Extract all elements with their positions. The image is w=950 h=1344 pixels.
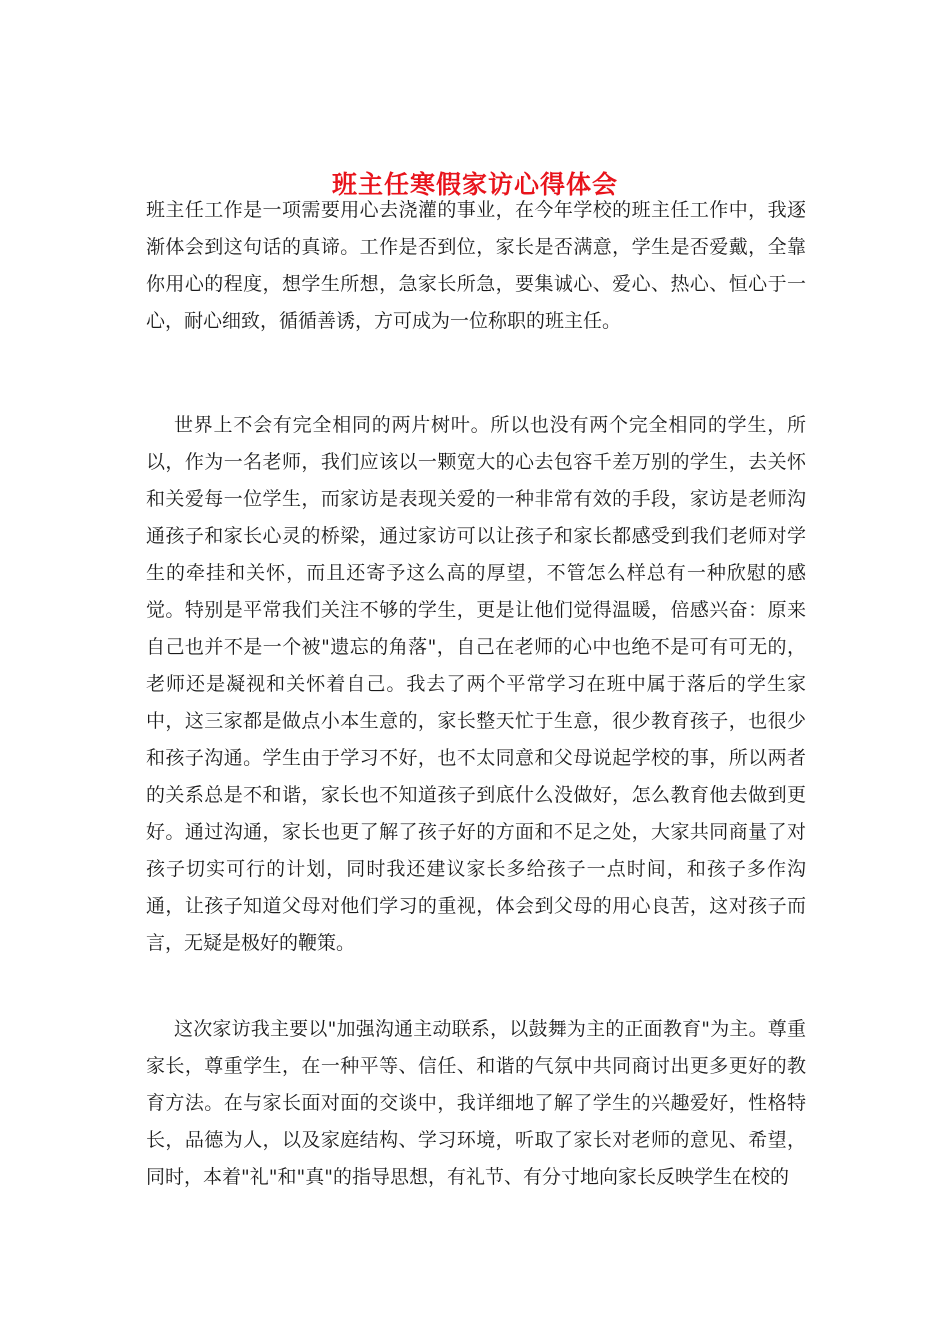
paragraph-body-1: 世界上不会有完全相同的两片树叶。所以也没有两个完全相同的学生，所以，作为一名老师，我们应该以一颗宽大的心去包容千差万别的学生，去关怀和关爱每一位学生，而家访是表现关爱的一种非常有效的手段，家访是老师沟通孩子和家长心灵的桥梁，通过家访可以让孩子和家长都感受到我们老师对学生的牵挂和关怀，而且还寄予这么高的厚望，不管怎么样总有一种欣慰的感觉。特别是平常我们关注不够的学生，更是让他们觉得温暖，倍感兴奋：原来自己也并不是一个被"遗忘的角落"，自己在老师的心中也绝不是可有可无的，老师还是凝视和关怀着自己。我去了两个平常学习在班中属于落后的学生家中，这三家都是做点小本生意的，家长整天忙于生意，很少教育孩子，也很少和孩子沟通。学生由于学习不好，也不太同意和父母说起学校的事，所以两者的关系总是不和谐，家长也不知道孩子到底什么没做好，怎么教育他去做到更好。通过沟通，家长也更了解了孩子好的方面和不足之处，大家共同商量了对孩子切实可行的计划，同时我还建议家长多给孩子一点时间，和孩子多作沟通，让孩子知道父母对他们学习的重视，体会到父母的用心良苦，这对孩子而言，无疑是极好的鞭策。 xyxy=(146,414,806,954)
document-title: 班主任寒假家访心得体会 xyxy=(331,169,618,199)
paragraph-intro: 班主任工作是一项需要用心去浇灌的事业，在今年学校的班主任工作中，我逐渐体会到这句话的真谛。工作是否到位，家长是否满意，学生是否爱戴，全靠你用心的程度，想学生所想，急家长所急，要集诚心、爱心、热心、恒心于一心，耐心细致，循循善诱，方可成为一位称职的班主任。 xyxy=(146,199,806,332)
paragraph-body-2: 这次家访我主要以"加强沟通主动联系，以鼓舞为主的正面教育"为主。尊重家长，尊重学生，在一种平等、信任、和谐的气氛中共同商讨出更多更好的教育方法。在与家长面对面的交谈中，我详细地了解了学生的兴趣爱好，性格特长，品德为人，以及家庭结构、学习环境，听取了家长对老师的意见、希望，同时，本着"礼"和"真"的指导思想，有礼节、有分寸地向家长反映学生在校的 xyxy=(146,1018,806,1188)
